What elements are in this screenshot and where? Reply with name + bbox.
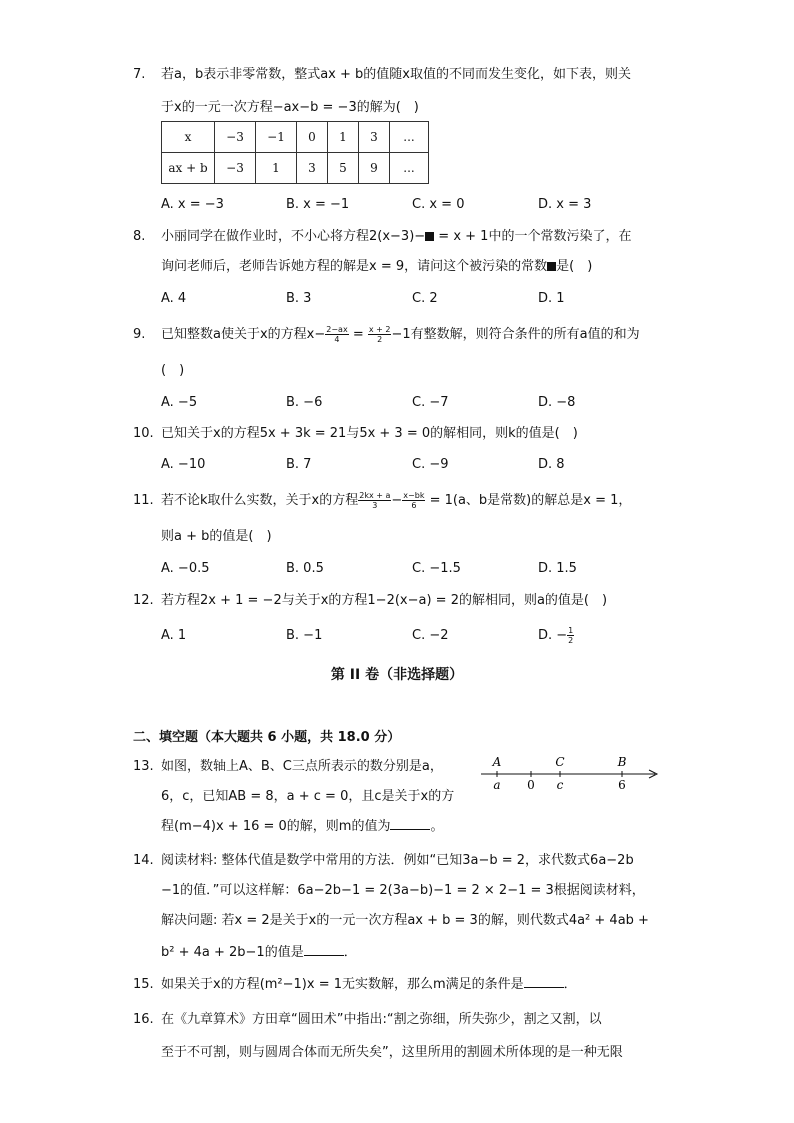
q14-line4-text: b² + 4a + 2b−1的值是 [161, 945, 304, 960]
q16-line2: 至于不可割，则与圆周合体而无所失矣”，这里所用的割圆术所体现的是一种无限 [161, 1045, 623, 1060]
q7-option-a: A. x = −3 [161, 197, 224, 212]
q11-option-c: C. −1.5 [412, 561, 461, 576]
table-cell: −3 [215, 153, 256, 184]
table-row [162, 122, 429, 153]
q7-option-b: B. x = −1 [286, 197, 350, 212]
q12-line1: 若方程2x + 1 = −2与关于x的方程1−2(x−a) = 2的解相同，则a的值是( ) [161, 593, 608, 608]
q8-option-b: B. 3 [286, 291, 312, 306]
label-zero: 0 [527, 778, 535, 792]
answer-blank [524, 987, 564, 988]
label-B: B [617, 755, 627, 769]
q16-number: 16. [133, 1012, 154, 1027]
q11-line1-mid: − [391, 493, 403, 508]
table-cell: 3 [297, 153, 328, 184]
q8-option-a: A. 4 [161, 291, 187, 306]
q8-line1-end: = x + 1中的一个常数污染了，在 [434, 229, 632, 244]
q16-line1: 在《九章算术》方田章“圆田术”中指出:“割之弥细，所失弥少，割之又割，以 [161, 1012, 602, 1027]
q9-line1-start: 已知整数a使关于x的方程x− [161, 327, 326, 342]
q9-line2: ( ) [161, 363, 185, 378]
q12-option-c: C. −2 [412, 628, 449, 643]
q9-option-a: A. −5 [161, 395, 198, 410]
q10-option-b: B. 7 [286, 457, 312, 472]
answer-blank [390, 829, 430, 830]
q7-line2: 于x的一元一次方程−ax−b = −3的解为( ) [161, 100, 419, 115]
q13-line3 [161, 818, 443, 836]
q8-option-c: C. 2 [412, 291, 438, 306]
q12-option-d [538, 620, 574, 652]
table-cell: x [162, 122, 215, 153]
fraction-numerator: x + 2 [368, 325, 391, 334]
q10-line1: 已知关于x的方程5x + 3k = 21与5x + 3 = 0的解相同，则k的值是( ) [161, 426, 578, 441]
smudge-square-icon [547, 262, 556, 271]
q15-number: 15. [133, 977, 154, 992]
section-title: 第 II 卷（非选择题） [330, 667, 464, 683]
q14-line4-end: ． [343, 945, 357, 960]
q8-line2-end: 是( ) [556, 259, 593, 274]
table-row [162, 153, 429, 184]
table-cell: ax + b [162, 153, 215, 184]
label-six: 6 [618, 778, 626, 792]
q13-line1: 如图，数轴上A、B、C三点所表示的数分别是a， [161, 759, 443, 774]
q9-line1-mid: = [348, 327, 368, 342]
q13-line3-text: 程(m−4)x + 16 = 0的解，则m的值为 [161, 819, 391, 834]
part-title: 二、填空题（本大题共 6 小题，共 18.0 分） [133, 730, 401, 745]
label-A: A [492, 755, 502, 769]
q11-line1-end: = 1(a、b是常数)的解总是x = 1， [425, 493, 632, 508]
fraction-denominator: 2 [568, 636, 574, 645]
q13-line2: 6，c，已知AB = 8，a + c = 0，且c是关于x的方 [161, 789, 455, 804]
answer-blank [304, 955, 344, 956]
q15-line1-end: ． [563, 977, 577, 992]
table-cell: ... [390, 153, 429, 184]
q14-line2: −1的值．”可以这样解：6a−2b−1 = 2(3a−b)−1 = 2 × 2−1 = 3根据阅读材料， [161, 883, 645, 898]
fraction [325, 325, 348, 344]
fraction [358, 491, 391, 510]
q14-number: 14. [133, 853, 154, 868]
table-cell: −3 [215, 122, 256, 153]
label-c: c [556, 778, 564, 792]
q11-option-d: D. 1.5 [538, 561, 577, 576]
q14-line1: 阅读材料: 整体代值是数学中常用的方法．例如“已知3a−b = 2，求代数式6a−2b [161, 853, 634, 868]
q12-option-a: A. 1 [161, 628, 187, 643]
table-cell: 9 [359, 153, 390, 184]
fraction [368, 325, 392, 344]
table-cell: 5 [328, 153, 359, 184]
q12-option-b: B. −1 [286, 628, 323, 643]
smudge-square-icon [425, 232, 434, 241]
q13-number: 13. [133, 759, 154, 774]
q8-line1-start: 小丽同学在做作业时，不小心将方程2(x−3)− [161, 229, 426, 244]
fraction-denominator: 2 [377, 335, 383, 344]
table-cell: 0 [297, 122, 328, 153]
q11-option-a: A. −0.5 [161, 561, 210, 576]
fraction [567, 626, 574, 645]
q12-number: 12. [133, 593, 154, 608]
q7-line1: 若a，b表示非零常数，整式ax + b的值随x取值的不同而发生变化，如下表，则关 [161, 67, 631, 82]
table-cell: 3 [359, 122, 390, 153]
fraction-numerator: 1 [568, 626, 574, 635]
q12-option-d-prefix: D. − [538, 628, 568, 643]
q10-option-a: A. −10 [161, 457, 206, 472]
q11-option-b: B. 0.5 [286, 561, 324, 576]
q11-line1-start: 若不论k取什么实数，关于x的方程 [161, 493, 359, 508]
q9-option-c: C. −7 [412, 395, 449, 410]
q8-option-d: D. 1 [538, 291, 565, 306]
q7-number: 7. [133, 67, 146, 82]
table-cell: ... [390, 122, 429, 153]
q7-option-c: C. x = 0 [412, 197, 465, 212]
q8-line2 [161, 258, 592, 276]
q7-value-table [161, 121, 429, 184]
fraction-denominator: 4 [334, 335, 340, 344]
q11-number: 11. [133, 493, 154, 508]
table-cell: 1 [256, 153, 297, 184]
table-cell: 1 [328, 122, 359, 153]
number-line-figure [475, 752, 665, 798]
fraction-numerator: 2kx + a [359, 491, 391, 500]
q9-option-d: D. −8 [538, 395, 576, 410]
fraction-denominator: 3 [372, 501, 378, 510]
q14-line4 [161, 944, 357, 962]
fraction [402, 491, 425, 510]
q13-line3-end: 。 [430, 819, 444, 834]
q8-line2-start: 询问老师后，老师告诉她方程的解是x = 9，请问这个被污染的常数 [161, 259, 548, 274]
q7-option-d: D. x = 3 [538, 197, 592, 212]
q8-line1 [161, 228, 631, 246]
label-C: C [555, 755, 565, 769]
q15-line1-text: 如果关于x的方程(m²−1)x = 1无实数解，那么m满足的条件是 [161, 977, 524, 992]
fraction-denominator: 6 [411, 501, 417, 510]
label-a: a [493, 778, 501, 792]
table-cell: −1 [256, 122, 297, 153]
q10-number: 10. [133, 426, 154, 441]
q9-line1 [161, 318, 640, 352]
q11-line1 [161, 484, 631, 518]
fraction-numerator: x−bk [403, 491, 425, 500]
q10-option-c: C. −9 [412, 457, 449, 472]
q9-option-b: B. −6 [286, 395, 323, 410]
q15-line1 [161, 976, 577, 994]
fraction-numerator: 2−ax [326, 325, 348, 334]
q11-line2: 则a + b的值是( ) [161, 529, 272, 544]
q10-option-d: D. 8 [538, 457, 565, 472]
q9-line1-end: −1有整数解，则符合条件的所有a值的和为 [391, 327, 640, 342]
q8-number: 8. [133, 229, 146, 244]
q14-line3: 解决问题: 若x = 2是关于x的一元一次方程ax + b = 3的解，则代数式4a² + 4ab + [161, 913, 649, 928]
q9-number: 9. [133, 327, 146, 342]
